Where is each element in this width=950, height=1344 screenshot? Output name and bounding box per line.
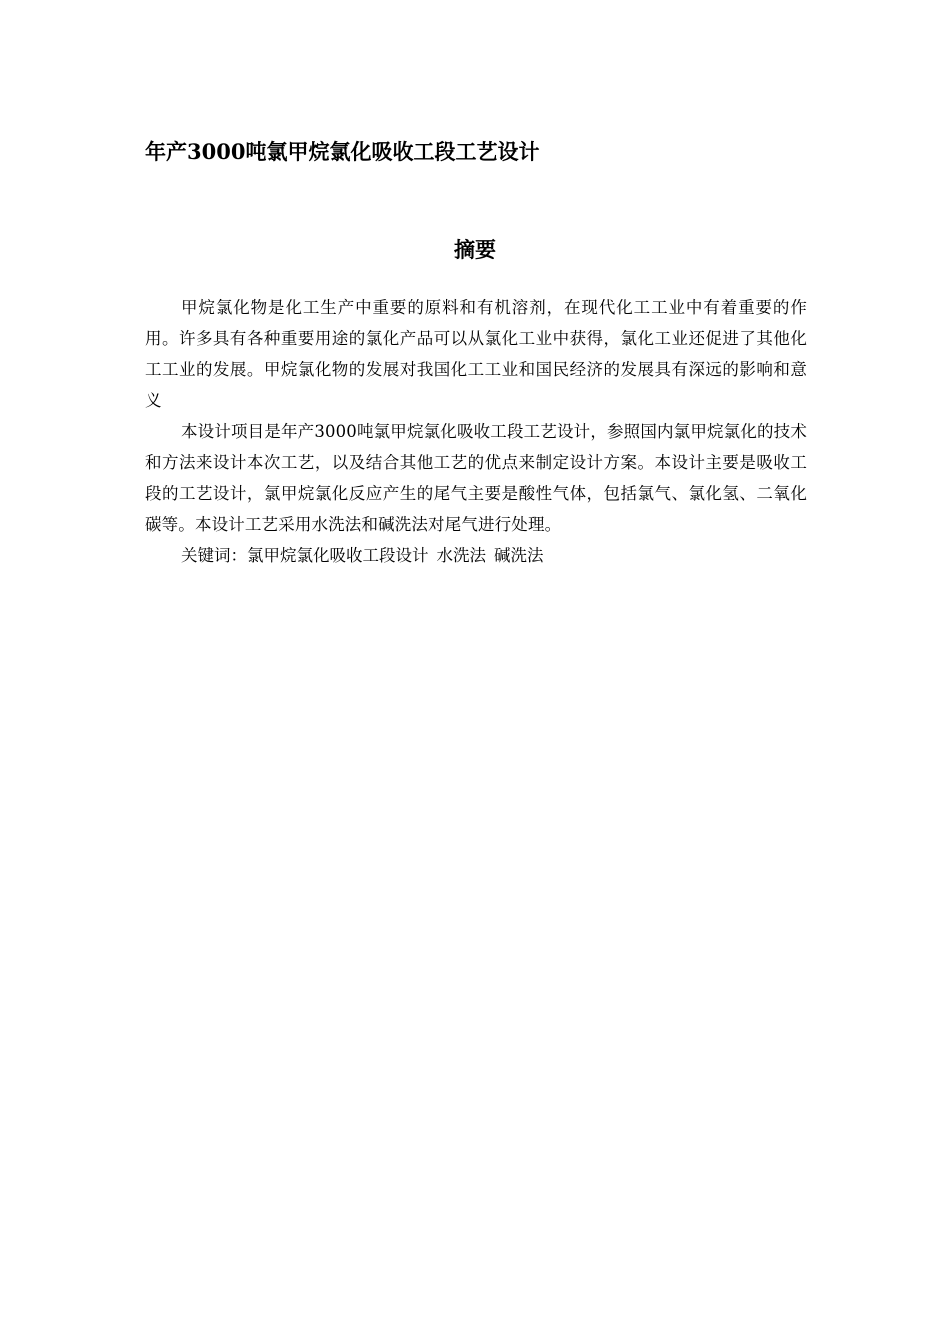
abstract-body bbox=[145, 292, 807, 571]
abstract-paragraph-2: 本设计项目是年产3000吨氯甲烷氯化吸收工段工艺设计，参照国内氯甲烷氯化的技术和方法来设计本次工艺，以及结合其他工艺的优点来制定设计方案。本设计主要是吸收工段的工艺设计，氯甲烷氯化反应产生的尾气主要是酸性气体，包括氯气、氯化氢、二氧化碳等。本设计工艺采用水洗法和碱洗法对尾气进行处理。 bbox=[145, 422, 807, 534]
document-title: 年产3000吨氯甲烷氯化吸收工段工艺设计 bbox=[145, 139, 540, 164]
keyword-2: 水洗法 bbox=[436, 546, 486, 565]
keywords-line bbox=[145, 540, 807, 571]
keyword-1: 氯甲烷氯化吸收工段设计 bbox=[247, 546, 429, 565]
abstract-paragraph-1: 甲烷氯化物是化工生产中重要的原料和有机溶剂，在现代化工工业中有着重要的作用。许多具有各种重要用途的氯化产品可以从氯化工业中获得，氯化工业还促进了其他化工工业的发展。甲烷氯化物的发展对我国化工工业和国民经济的发展具有深远的影响和意义 bbox=[145, 298, 807, 410]
abstract-heading: 摘要 bbox=[454, 237, 496, 262]
keywords-label: 关键词： bbox=[181, 546, 247, 565]
keyword-3: 碱洗法 bbox=[494, 546, 544, 565]
